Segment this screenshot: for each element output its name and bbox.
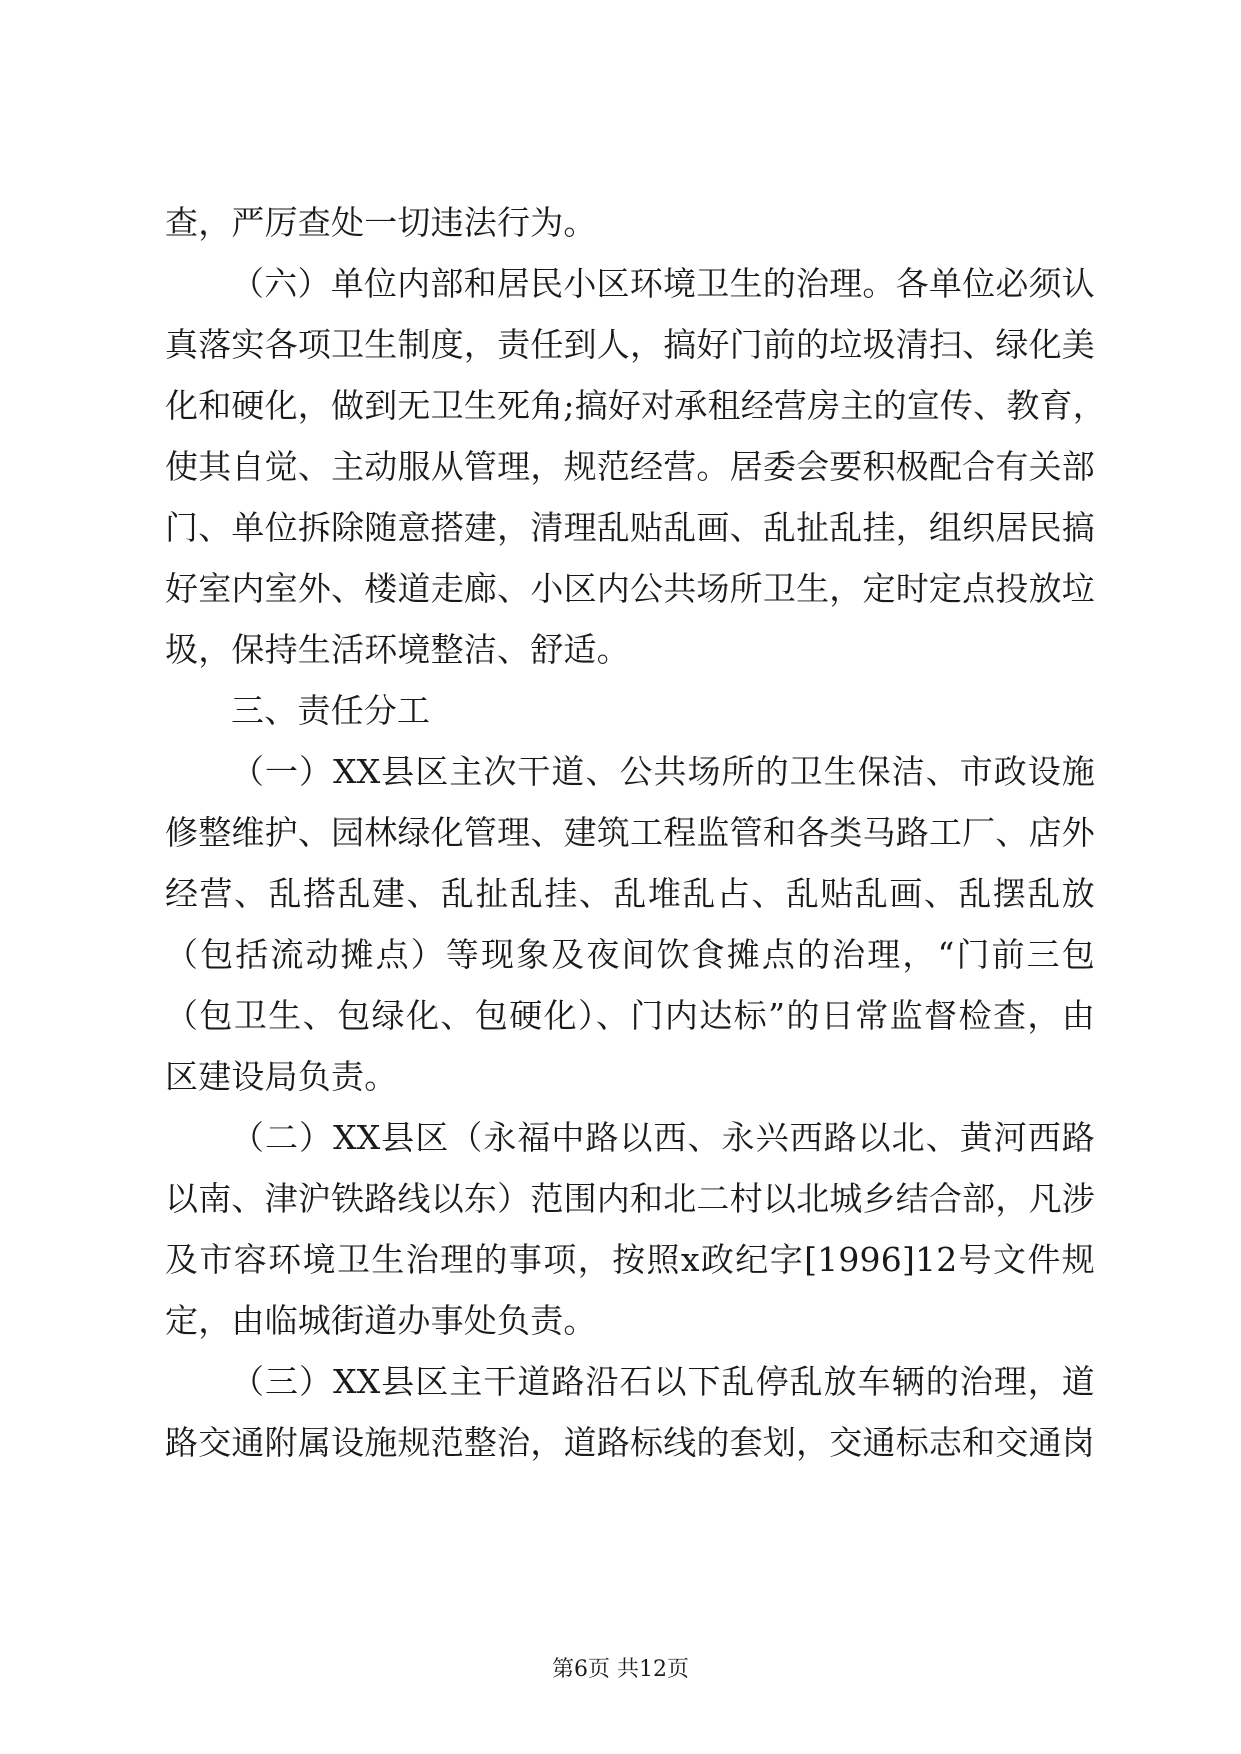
paragraph-line: 路交通附属设施规范整治，道路标线的套划，交通标志和交通岗 <box>165 1423 1095 1462</box>
text-line: 查，严厉查处一切违法行为。 <box>165 203 597 242</box>
paragraph-line: 及市容环境卫生治理的事项，按照x政纪字[1996]12号文件规 <box>165 1240 1095 1279</box>
paragraph-line: （包括流动摊点）等现象及夜间饮食摊点的治理，“门前三包 <box>165 935 1095 974</box>
paragraph-line: （二）XX县区（永福中路以西、永兴西路以北、黄河西路 <box>231 1118 1095 1157</box>
paragraph-line: （一）XX县区主次干道、公共场所的卫生保洁、市政设施 <box>231 752 1095 791</box>
paragraph-line: 使其自觉、主动服从管理，规范经营。居委会要积极配合有关部 <box>165 447 1095 486</box>
paragraph-line: 好室内室外、楼道走廊、小区内公共场所卫生，定时定点投放垃 <box>165 569 1095 608</box>
paragraph-line: 化和硬化，做到无卫生死角;搞好对承租经营房主的宣传、教育， <box>165 386 1106 425</box>
paragraph-line: 修整维护、园林绿化管理、建筑工程监管和各类马路工厂、店外 <box>165 813 1095 852</box>
paragraph-line: 以南、津沪铁路线以东）范围内和北二村以北城乡结合部，凡涉 <box>165 1179 1095 1218</box>
paragraph-line: 经营、乱搭乱建、乱扯乱挂、乱堆乱占、乱贴乱画、乱摆乱放 <box>165 874 1095 913</box>
paragraph-line: 真落实各项卫生制度，责任到人，搞好门前的垃圾清扫、绿化美 <box>165 325 1095 364</box>
paragraph-line: 区建设局负责。 <box>165 1057 398 1096</box>
paragraph-line: （包卫生、包绿化、包硬化）、门内达标”的日常监督检查，由 <box>165 996 1095 1035</box>
paragraph-line: 定，由临城街道办事处负责。 <box>165 1301 597 1340</box>
section-heading: 三、责任分工 <box>231 691 431 730</box>
paragraph-line: （六）单位内部和居民小区环境卫生的治理。各单位必须认 <box>231 264 1095 303</box>
page-number-footer: 第6页 共12页 <box>552 1657 689 1682</box>
paragraph-line: （三）XX县区主干道路沿石以下乱停乱放车辆的治理，道 <box>231 1362 1095 1401</box>
paragraph-line: 圾，保持生活环境整洁、舒适。 <box>165 630 630 669</box>
paragraph-line: 门、单位拆除随意搭建，清理乱贴乱画、乱扯乱挂，组织居民搞 <box>165 508 1095 547</box>
